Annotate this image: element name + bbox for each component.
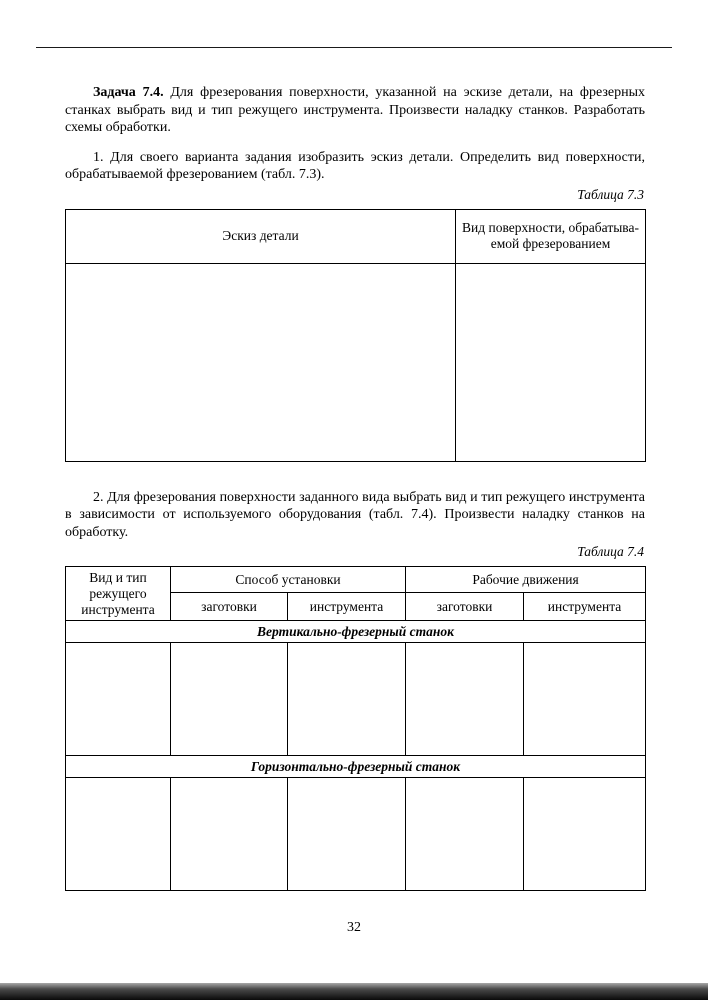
table-7-4-vertical-body-row — [66, 643, 646, 756]
page-scan-edge-bar — [0, 983, 708, 1000]
page-content — [65, 84, 645, 891]
table-7-4 — [65, 566, 646, 891]
table-7-4-header-motion: Рабочие движения — [406, 567, 646, 593]
table-cell-empty — [288, 778, 406, 891]
table-7-4-header-setup: Способ установки — [171, 567, 406, 593]
table-7-4-horizontal-body-row — [66, 778, 646, 891]
table-cell-empty — [171, 778, 288, 891]
table-7-4-group-header-row — [66, 567, 646, 593]
table-cell-empty — [66, 778, 171, 891]
table-cell-empty — [171, 643, 288, 756]
table-7-4-caption: Таблица 7.4 — [577, 544, 644, 559]
table-7-3-cell-surface-empty — [456, 263, 646, 461]
table-cell-empty — [66, 643, 171, 756]
table-7-4-section-horizontal-row — [66, 756, 646, 778]
task-text: Для фрезерования поверхности, указанной на эскизе детали, на фрезерных станках выбрать вид и тип режущего инструмента. Произвести наладку станков. Разработать схемы обработки. — [65, 85, 645, 135]
table-7-4-subheader-tool-motion: инструмента — [524, 593, 646, 621]
table-7-4-section-vertical: Вертикально-фрезерный станок — [66, 621, 646, 643]
table-7-3-cell-sketch-empty — [66, 263, 456, 461]
table-7-4-subheader-workpiece-motion: заготовки — [406, 593, 524, 621]
table-7-4-subheader-workpiece-setup: заготовки — [171, 593, 288, 621]
table-7-4-section-horizontal: Горизонтально-фрезерный станок — [66, 756, 646, 778]
table-cell-empty — [406, 643, 524, 756]
table-7-4-header-tool: Вид и тип режущего инструмента — [66, 567, 171, 621]
header-rule — [36, 47, 672, 48]
table-cell-empty — [524, 778, 646, 891]
table-7-3-header-sketch: Эскиз детали — [66, 209, 456, 263]
table-7-3-header-surface: Вид поверхности, обрабатыва-емой фрезерованием — [456, 209, 646, 263]
table-7-4-section-vertical-row — [66, 621, 646, 643]
table-cell-empty — [406, 778, 524, 891]
task-paragraph — [65, 84, 645, 137]
step1-paragraph: 1. Для своего варианта задания изобразить эскиз детали. Определить вид поверхности, обрабатываемой фрезерованием (табл. 7.3). — [65, 149, 645, 182]
table-cell-empty — [524, 643, 646, 756]
table-7-3-caption: Таблица 7.3 — [577, 186, 644, 202]
table-7-3 — [65, 209, 646, 462]
table-7-3-body-row — [66, 263, 646, 461]
step2-paragraph: 2. Для фрезерования поверхности заданного вида выбрать вид и тип режущего инструмента в зависимости от используемого оборудования (табл. 7.4). Произвести наладку станков на обработку. — [65, 489, 645, 540]
table-cell-empty — [288, 643, 406, 756]
page-number: 32 — [347, 920, 361, 935]
table-7-4-subheader-tool-setup: инструмента — [288, 593, 406, 621]
table-7-3-header-row — [66, 209, 646, 263]
task-label: Задача 7.4. — [93, 85, 164, 100]
